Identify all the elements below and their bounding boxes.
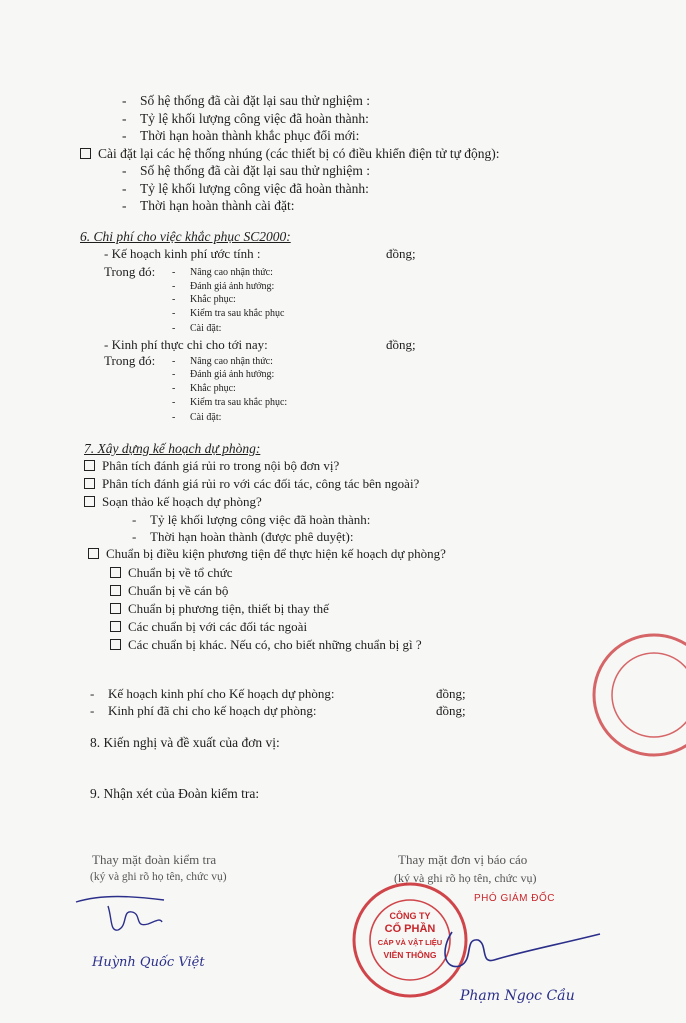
prep-conditions-row[interactable]: Chuẩn bị điều kiện phương tiện để thực hiện kế hoạch dự phòng?	[88, 546, 446, 562]
checkbox[interactable]	[110, 585, 121, 596]
left-sign-title: Thay mặt đoàn kiểm tra	[92, 852, 217, 867]
side-stamp-icon	[590, 630, 686, 760]
checkbox[interactable]	[88, 548, 99, 559]
prep-item-row[interactable]: Các chuẩn bị với các đối tác ngoài	[110, 619, 307, 635]
breakdown2-item: - Kiểm tra sau khắc phục:	[172, 397, 288, 408]
embedded-item-2: - Tỷ lệ khối lượng công việc đã hoàn thành:	[122, 181, 369, 196]
risk-external-row[interactable]: Phân tích đánh giá rủi ro với các đối tác, công tác bên ngoài?	[84, 476, 419, 492]
actual-budget-currency: đồng;	[386, 337, 416, 352]
stamp-text: VIỄN THÔNG	[383, 950, 437, 960]
risk-internal-row[interactable]: Phân tích đánh giá rủi ro trong nội bộ đơn vị?	[84, 458, 339, 474]
stamp-text: CÁP VÀ VẬT LIỆU	[377, 938, 443, 947]
left-signer-name: Huỳnh Quốc Việt	[92, 955, 205, 970]
right-signature-icon	[430, 920, 620, 990]
plan-budget-currency: đồng;	[386, 246, 416, 261]
stamp-text: CỔ PHẦN	[384, 923, 436, 935]
left-signature-icon	[72, 888, 192, 948]
breakdown-item: - Cài đặt:	[172, 323, 222, 334]
breakdown-item: - Nâng cao nhận thức:	[172, 267, 273, 278]
in-which-label: Trong đó:	[104, 264, 156, 279]
contingency-budget-plan-currency: đồng;	[436, 686, 466, 701]
breakdown2-item: - Đánh giá ảnh hưởng:	[172, 369, 275, 380]
checkbox[interactable]	[84, 478, 95, 489]
prep-item-row[interactable]: Chuẩn bị về tổ chức	[110, 565, 233, 581]
breakdown-item: - Đánh giá ảnh hưởng:	[172, 281, 275, 292]
contingency-budget-plan: - Kế hoạch kinh phí cho Kế hoạch dự phòng:	[90, 686, 335, 701]
checkbox[interactable]	[110, 567, 121, 578]
breakdown2-item: - Cài đặt:	[172, 412, 222, 423]
section-8-heading: 8. Kiến nghị và đề xuất của đơn vị:	[90, 735, 280, 750]
plan-budget-label: - Kế hoạch kinh phí ước tính :	[104, 246, 261, 261]
breakdown-item: - Khắc phục:	[172, 294, 236, 305]
embedded-item-1: - Số hệ thống đã cài đặt lại sau thử nghiệm :	[122, 163, 371, 178]
sec5-item-1: - Số hệ thống đã cài đặt lại sau thử nghiệm :	[122, 93, 371, 108]
right-sign-title: Thay mặt đơn vị báo cáo	[398, 852, 528, 867]
prep-item-row[interactable]: Chuẩn bị về cán bộ	[110, 583, 228, 599]
breakdown-item: - Kiểm tra sau khắc phục	[172, 308, 285, 319]
checkbox[interactable]	[110, 639, 121, 650]
right-signer-name: Phạm Ngọc Cầu	[460, 988, 575, 1004]
stamp-text: CÔNG TY	[389, 911, 431, 921]
checkbox[interactable]	[84, 460, 95, 471]
in-which-label-2: Trong đó:	[104, 353, 156, 368]
sec5-item-3: - Thời hạn hoàn thành khắc phục đổi mới:	[122, 128, 360, 143]
left-sign-note: (ký và ghi rõ họ tên, chức vụ)	[90, 871, 227, 883]
embedded-item-3: - Thời hạn hoàn thành cài đặt:	[122, 198, 295, 213]
section-6-heading: 6. Chi phí cho việc khắc phục SC2000:	[80, 229, 291, 244]
contingency-budget-spent-currency: đồng;	[436, 703, 466, 718]
position-stamp: PHÓ GIÁM ĐỐC	[474, 893, 556, 904]
section-7-heading: 7. Xây dựng kế hoạch dự phòng:	[84, 441, 261, 456]
breakdown2-item: - Nâng cao nhận thức:	[172, 356, 273, 367]
prep-item-row[interactable]: Các chuẩn bị khác. Nếu có, cho biết những chuẩn bị gì ?	[110, 637, 422, 653]
draft-plan-row[interactable]: Soạn thảo kế hoạch dự phòng?	[84, 494, 262, 510]
prep-item-row[interactable]: Chuẩn bị phương tiện, thiết bị thay thế	[110, 601, 329, 617]
checkbox[interactable]	[110, 603, 121, 614]
plan-sub-item: - Tỷ lệ khối lượng công việc đã hoàn thành:	[132, 512, 371, 527]
checkbox[interactable]	[110, 621, 121, 632]
right-sign-note: (ký và ghi rõ họ tên, chức vụ)	[394, 871, 537, 885]
breakdown2-item: - Khắc phục:	[172, 383, 236, 394]
contingency-budget-spent: - Kinh phí đã chi cho kế hoạch dự phòng:	[90, 703, 317, 718]
section-9-heading: 9. Nhận xét của Đoàn kiểm tra:	[90, 786, 260, 801]
actual-budget-label: - Kinh phí thực chi cho tới nay:	[104, 337, 268, 352]
embedded-checkbox-row[interactable]: Cài đặt lại các hệ thống nhúng (các thiết bị có điều khiển điện tử tự động):	[80, 146, 500, 162]
sec5-item-2: - Tỷ lệ khối lượng công việc đã hoàn thành:	[122, 111, 369, 126]
checkbox[interactable]	[84, 496, 95, 507]
plan-sub-item: - Thời hạn hoàn thành (được phê duyệt):	[132, 529, 354, 544]
checkbox[interactable]	[80, 148, 91, 159]
